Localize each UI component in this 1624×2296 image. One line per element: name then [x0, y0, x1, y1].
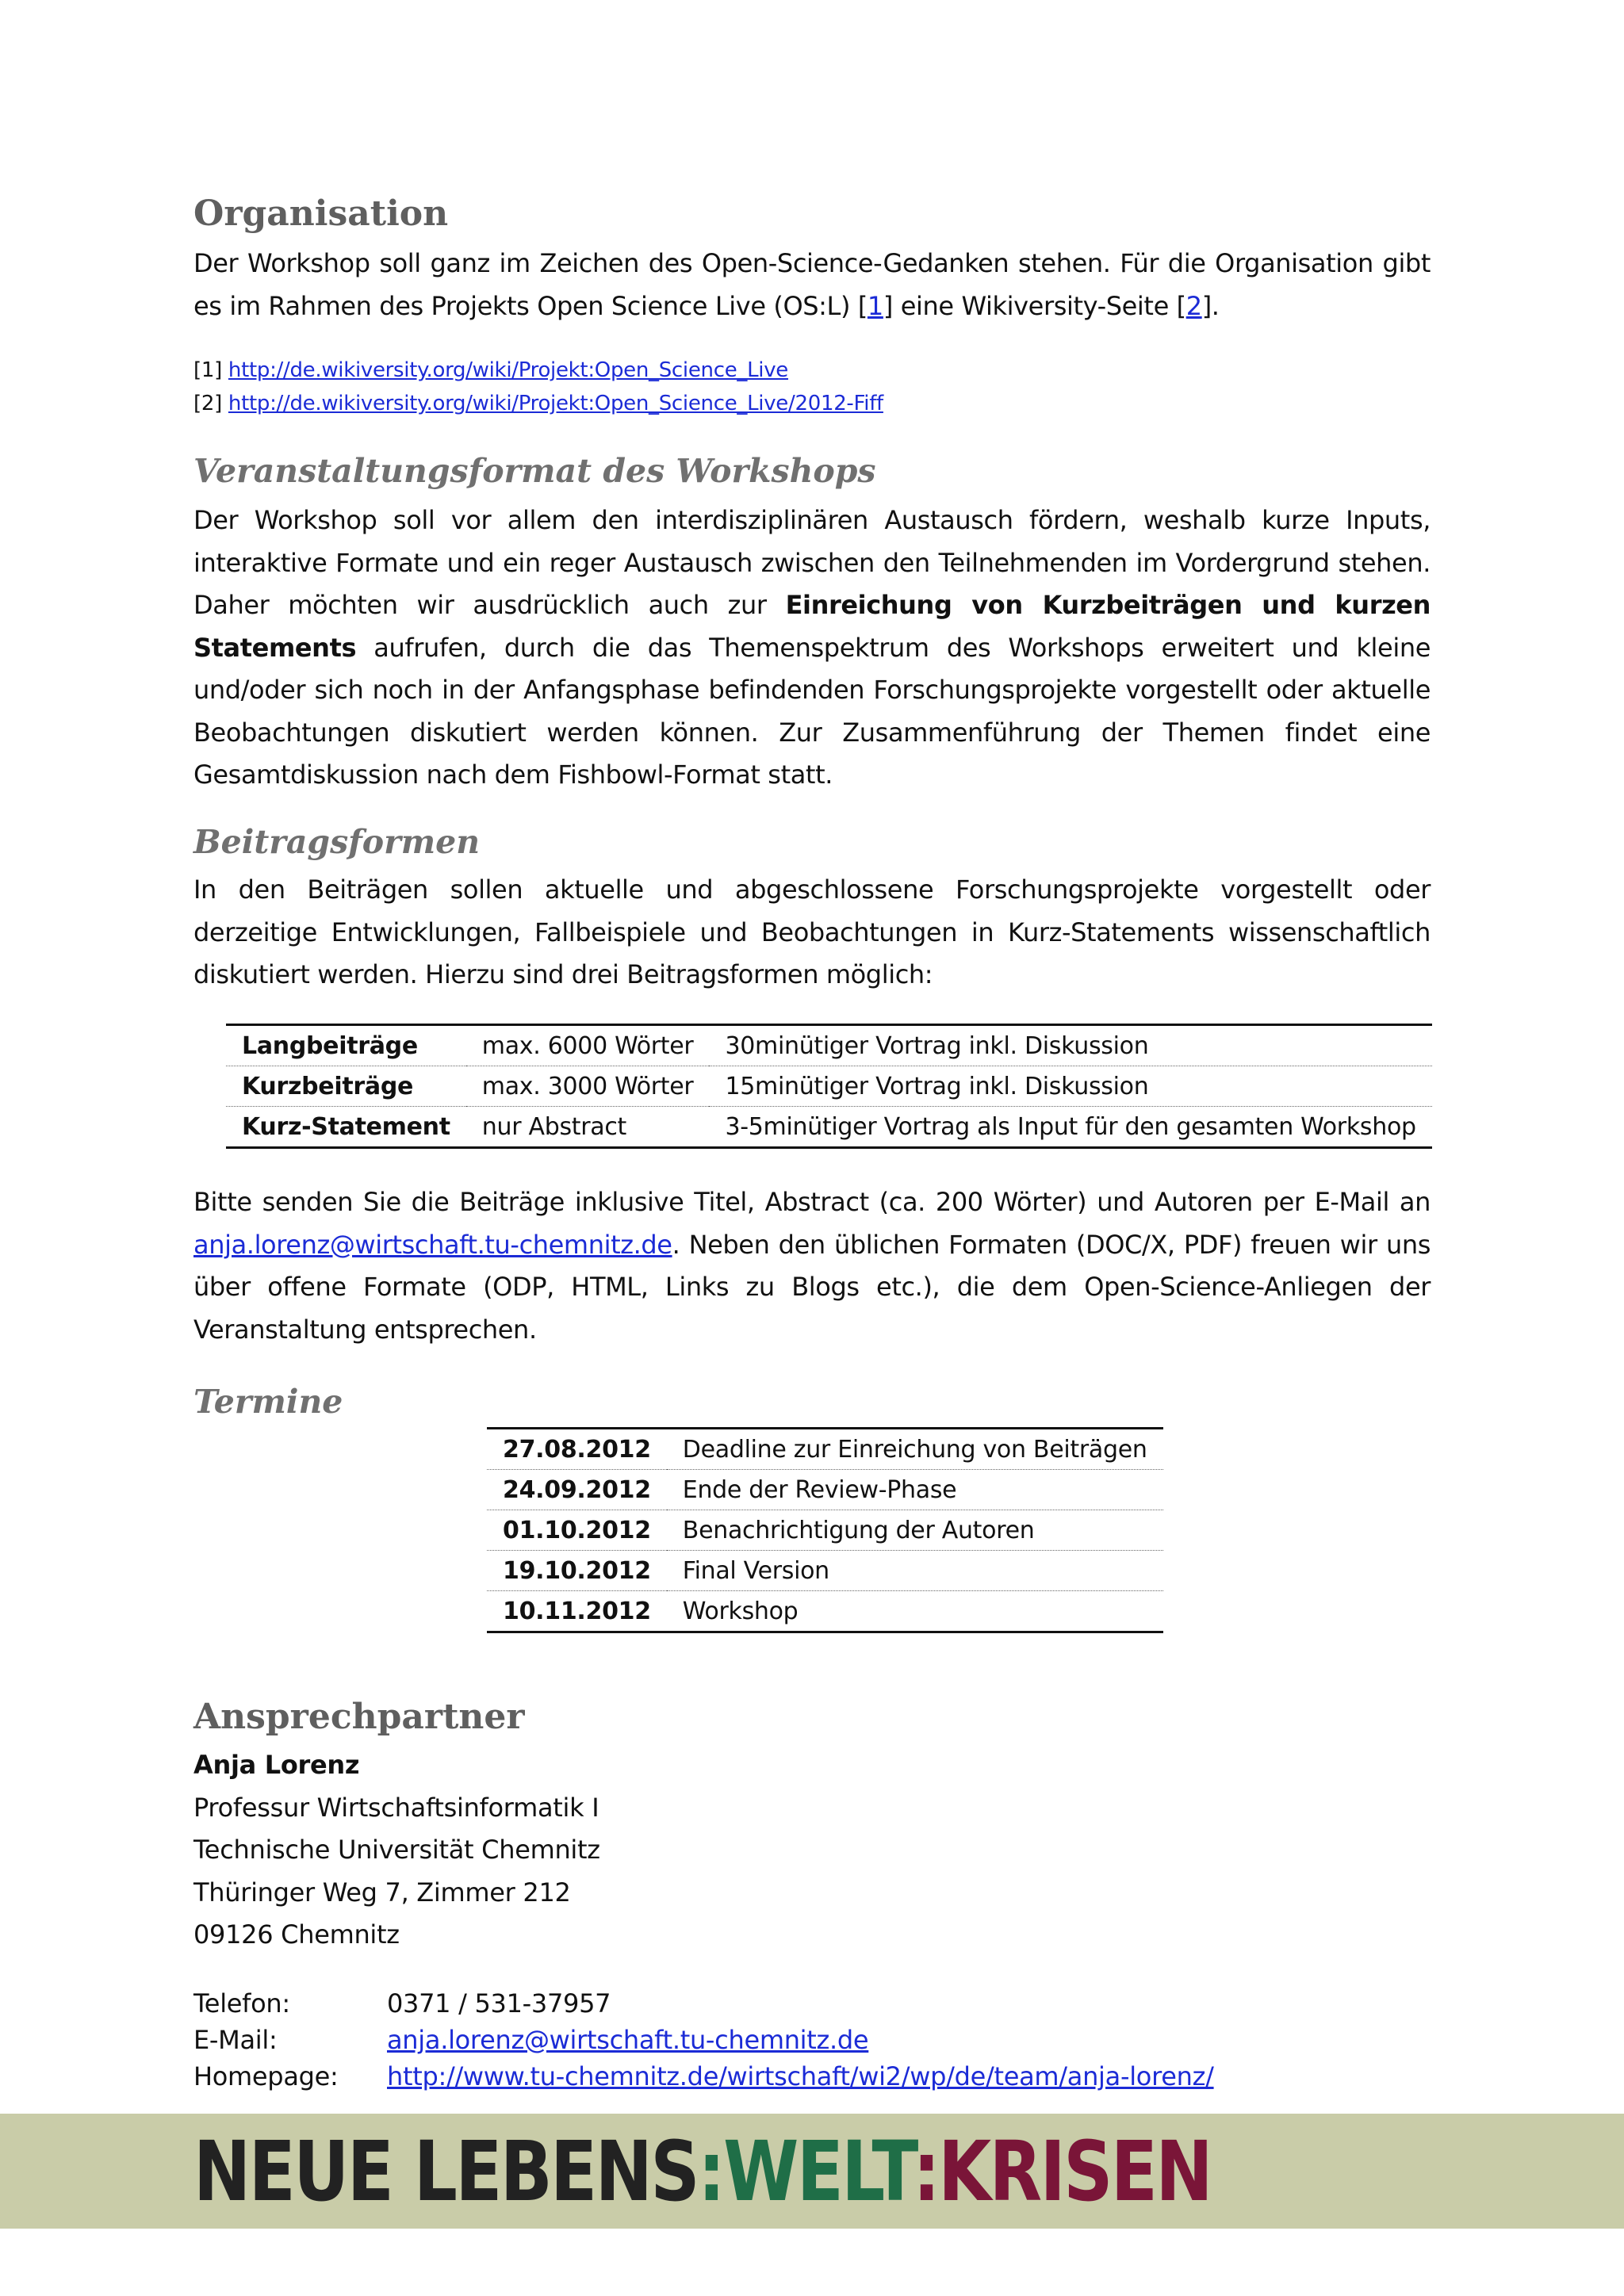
reference-2-label: [2]	[193, 392, 222, 415]
heading-organisation: Organisation	[193, 193, 449, 234]
contact-homepage-row	[193, 2058, 1214, 2095]
termine-date: 24.09.2012	[487, 1470, 667, 1510]
table-cell-desc: 30minütiger Vortrag inkl. Diskussion	[709, 1025, 1431, 1066]
heading-contact: Ansprechpartner	[193, 1697, 525, 1737]
termine-event: Final Version	[667, 1551, 1163, 1591]
table-cell-type: Kurzbeiträge	[226, 1066, 466, 1107]
reference-1	[193, 354, 883, 387]
contact-phone-row	[193, 1985, 1214, 2022]
logo-colon-2: :	[913, 2123, 939, 2220]
submission-text-a: Bitte senden Sie die Beiträge inklusive Titel, Abstract (ca. 200 Wörter) und Autoren per E-Mail an	[193, 1187, 1431, 1217]
submission-text-b: . Neben den üblichen Formaten (DOC/X, PDF) freuen wir uns über offene Formate (ODP, HTML, Links zu Blogs etc.), die dem Open-Science-Anliegen der Veranstaltung entsprechen.	[193, 1229, 1431, 1345]
reference-list	[193, 354, 883, 420]
termine-date: 10.11.2012	[487, 1591, 667, 1632]
logo-part-1: NEUE LEBENS	[193, 2123, 699, 2220]
ref1-link[interactable]: 1	[867, 290, 883, 321]
termine-event: Workshop	[667, 1591, 1163, 1632]
contact-line: Professur Wirtschaftsinformatik I	[193, 1792, 599, 1823]
organisation-text-b: ] eine Wikiversity-Seite [	[883, 290, 1186, 321]
homepage-link[interactable]: http://www.tu-chemnitz.de/wirtschaft/wi2/wp/de/team/anja-lorenz/	[387, 2061, 1214, 2091]
contact-line: 09126 Chemnitz	[193, 1919, 400, 1950]
footer-banner	[0, 2114, 1624, 2229]
table-row	[487, 1551, 1163, 1591]
termine-event: Benachrichtigung der Autoren	[667, 1510, 1163, 1551]
table-row	[226, 1107, 1432, 1148]
format-paragraph	[193, 499, 1431, 797]
table-cell-length: max. 6000 Wörter	[466, 1025, 710, 1066]
contact-details	[193, 1985, 1214, 2095]
logo-colon-1: :	[698, 2123, 724, 2220]
termine-date: 01.10.2012	[487, 1510, 667, 1551]
table-row	[226, 1066, 1432, 1107]
reference-1-link[interactable]: http://de.wikiversity.org/wiki/Projekt:Open_Science_Live	[228, 358, 789, 382]
organisation-text-a: Der Workshop soll ganz im Zeichen des Open-Science-Gedanken stehen. Für die Organisation gibt es im Rahmen des Projekts Open Science Live (OS:L) [	[193, 248, 1431, 321]
logo-part-2: WELT	[723, 2123, 914, 2220]
ref2-link[interactable]: 2	[1185, 290, 1202, 321]
format-text-a: Der Workshop soll vor allem den interdisziplinären Austausch fördern, weshalb kurze Inputs, interaktive Formate und ein reger Austausch zwischen den Teilnehmenden im Vordergrund stehen. Daher möchten wir ausdrücklich auch zur	[193, 505, 1431, 620]
organisation-text-c: ].	[1201, 290, 1220, 321]
contact-address	[193, 1744, 600, 1957]
table-row	[487, 1591, 1163, 1632]
contact-email-link[interactable]: anja.lorenz@wirtschaft.tu-chemnitz.de	[387, 2025, 869, 2055]
table-cell-length: max. 3000 Wörter	[466, 1066, 710, 1107]
termine-table	[487, 1427, 1163, 1633]
format-text-b: aufrufen, durch die das Themenspektrum des Workshops erweitert und kleine und/oder sich noch in der Anfangsphase befindenden Forschungsprojekte vorgestellt oder aktuelle Beobachtungen diskutiert werden können. Zur Zusammenführung der Themen findet eine Gesamtdiskussion nach dem Fishbowl-Format statt.	[193, 632, 1431, 790]
contact-name: Anja Lorenz	[193, 1750, 360, 1780]
heading-format: Veranstaltungsformat des Workshops	[193, 452, 876, 490]
contact-email-row	[193, 2022, 1214, 2058]
homepage-label: Homepage:	[193, 2061, 339, 2091]
table-cell-type: Kurz-Statement	[226, 1107, 466, 1148]
heading-termine: Termine	[193, 1383, 343, 1421]
table-cell-desc: 15minütiger Vortrag inkl. Diskussion	[709, 1066, 1431, 1107]
termine-date: 19.10.2012	[487, 1551, 667, 1591]
table-row	[226, 1025, 1432, 1066]
contact-line: Thüringer Weg 7, Zimmer 212	[193, 1877, 571, 1908]
reference-1-label: [1]	[193, 358, 222, 382]
reference-2	[193, 387, 883, 420]
table-row	[487, 1510, 1163, 1551]
contact-line: Technische Universität Chemnitz	[193, 1835, 600, 1865]
logo-part-3: KRISEN	[938, 2123, 1212, 2220]
beitragsformen-table	[226, 1024, 1432, 1149]
submission-email-link[interactable]: anja.lorenz@wirtschaft.tu-chemnitz.de	[193, 1229, 672, 1260]
heading-beitragsformen: Beitragsformen	[193, 823, 481, 861]
event-logo	[193, 2125, 1211, 2218]
submission-paragraph	[193, 1181, 1431, 1351]
format-text-bold: Einreichung von Kurzbeiträgen und kurzen Statements	[193, 590, 1431, 663]
reference-2-link[interactable]: http://de.wikiversity.org/wiki/Projekt:Open_Science_Live/2012-Fiff	[228, 392, 883, 415]
table-cell-type: Langbeiträge	[226, 1025, 466, 1066]
termine-event: Deadline zur Einreichung von Beiträgen	[667, 1429, 1163, 1470]
phone-label: Telefon:	[193, 1988, 290, 2019]
phone-value: 0371 / 531-37957	[387, 1988, 611, 2019]
email-label: E-Mail:	[193, 2025, 278, 2055]
table-cell-length: nur Abstract	[466, 1107, 710, 1148]
termine-date: 27.08.2012	[487, 1429, 667, 1470]
organisation-paragraph	[193, 243, 1431, 327]
table-cell-desc: 3-5minütiger Vortrag als Input für den gesamten Workshop	[709, 1107, 1431, 1148]
table-row	[487, 1429, 1163, 1470]
table-row	[487, 1470, 1163, 1510]
termine-event: Ende der Review-Phase	[667, 1470, 1163, 1510]
beitragsformen-paragraph: In den Beiträgen sollen aktuelle und abgeschlossene Forschungsprojekte vorgestellt oder derzeitige Entwicklungen, Fallbeispiele und Beobachtungen in Kurz-Statements wissenschaftlich diskutiert werden. Hierzu sind drei Beitragsformen möglich:	[193, 874, 1431, 989]
